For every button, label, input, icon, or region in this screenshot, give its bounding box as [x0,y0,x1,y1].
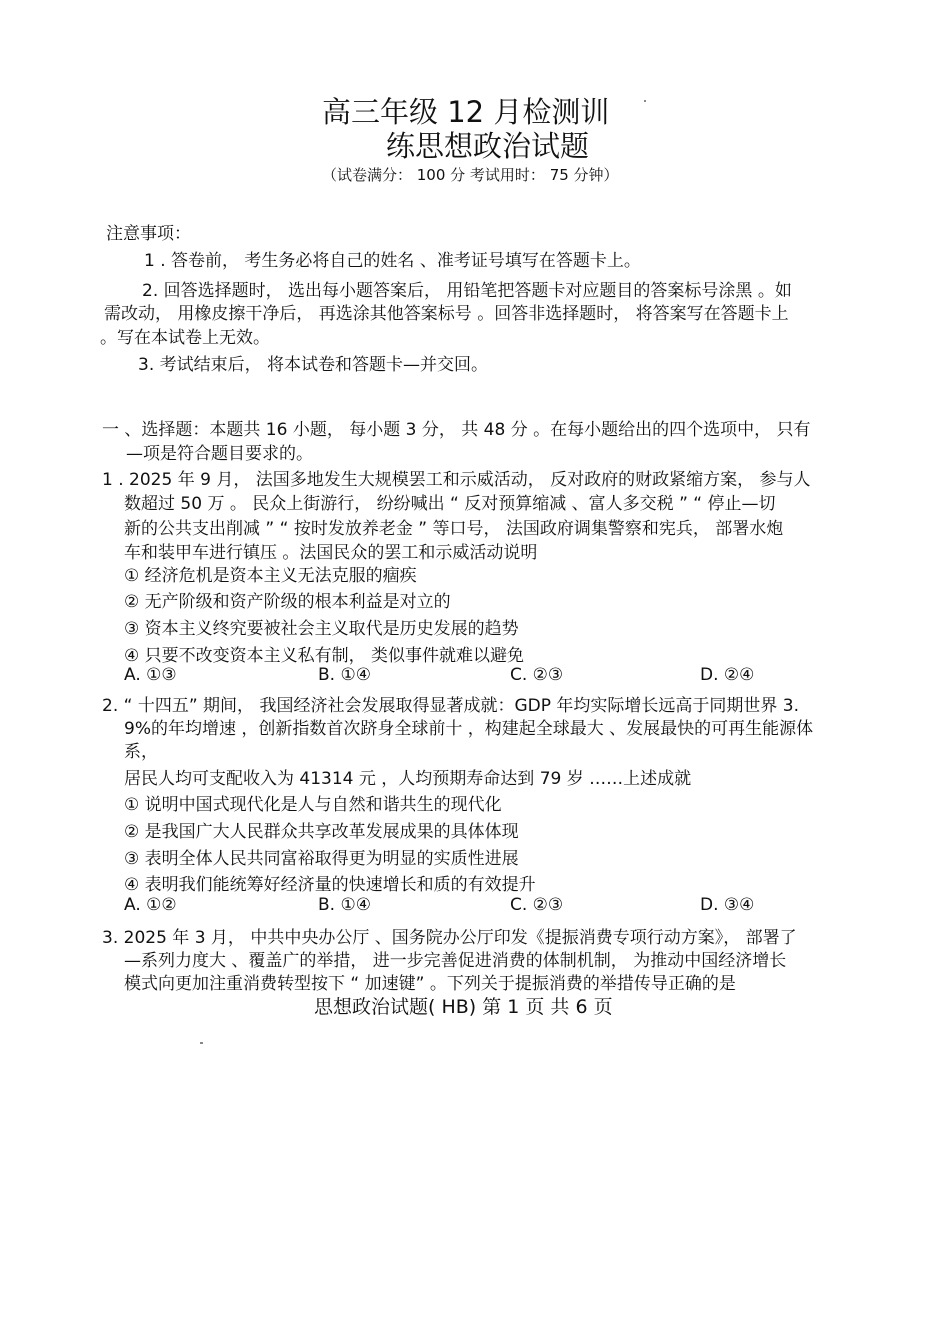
q1-option-b[interactable]: B. ①④ [318,665,371,685]
q2-statement-2: ② 是我国广大人民群众共享改革发展成果的具体体现 [124,822,519,842]
q2-statement-1: ① 说明中国式现代化是人与自然和谐共生的现代化 [124,795,502,815]
q1-option-a[interactable]: A. ①③ [124,665,177,685]
q1-option-d[interactable]: D. ②④ [700,665,755,685]
q2-option-a[interactable]: A. ①② [124,895,177,915]
q1-stem-line4: 车和装甲车进行镇压 。法国民众的罢工和示威活动说明 [124,543,538,563]
q1-stem-line1: 1 . 2025 年 9 月， 法国多地发生大规模罢工和示威活动， 反对政府的财政紧缩方案， 参与人 [102,470,811,490]
q1-statement-3: ③ 资本主义终究要被社会主义取代是历史发展的趋势 [124,619,519,639]
notice-heading: 注意事项： [106,224,191,244]
q2-stem-line4: 居民人均可支配收入为 41314 元 ，人均预期寿命达到 79 岁 ……上述成就 [124,769,692,789]
page-subtitle: （试卷满分： 100 分 考试用时： 75 分钟） [322,166,619,184]
section-heading-line2: —项是符合题目要求的。 [126,444,313,464]
notice-item-2-line1: 2. 回答选择题时， 选出每小题答案后， 用铅笔把答题卡对应题目的答案标号涂黑 。如 [142,281,792,301]
q1-statement-2: ② 无产阶级和资产阶级的根本利益是对立的 [124,592,451,612]
page-title-line1: 高三年级 12 月检测训 [322,95,610,129]
page-title-line2: 练思想政治试题 [386,129,590,163]
notice-item-2-line2: 需改动， 用橡皮擦干净后， 再选涂其他答案标号 。回答非选择题时， 将答案写在答题卡上 [104,304,789,324]
q2-stem-line2: 9%的年均增速 ，创新指数首次跻身全球前十 ，构建起全球最大 、发展最快的可再生能源体 [124,719,814,739]
notice-item-1: 1 . 答卷前， 考生务必将自己的姓名 、准考证号填写在答题卡上。 [144,251,641,271]
q2-stem-line1: 2. “ 十四五” 期间， 我国经济社会发展取得显著成就：GDP 年均实际增长远高于同期世界 3. [102,696,799,716]
q2-option-d[interactable]: D. ③④ [700,895,755,915]
q1-statement-4: ④ 只要不改变资本主义私有制， 类似事件就难以避免 [124,646,525,666]
q2-statement-4: ④ 表明我们能统筹好经济量的快速增长和质的有效提升 [124,875,536,895]
q2-option-b[interactable]: B. ①④ [318,895,371,915]
page-footer: 思想政治试题( HB) 第 1 页 共 6 页 [314,996,613,1018]
q2-statement-3: ③ 表明全体人民共同富裕取得更为明显的实质性进展 [124,849,519,869]
scan-speck [644,100,646,102]
notice-item-2-line3: 。写在本试卷上无效。 [100,328,270,348]
q1-option-c[interactable]: C. ②③ [510,665,564,685]
q2-option-c[interactable]: C. ②③ [510,895,564,915]
q3-stem-line3: 模式向更加注重消费转型按下 “ 加速键” 。下列关于提振消费的举措传导正确的是 [124,974,736,994]
q1-stem-line2: 数超过 50 万 。 民众上街游行， 纷纷喊出 “ 反对预算缩减 、富人多交税 ” “ 停止—切 [124,494,776,514]
section-heading-line1: 一 、选择题：本题共 16 小题， 每小题 3 分， 共 48 分 。在每小题给出的四个选项中， 只有 [102,420,811,440]
q3-stem-line1: 3. 2025 年 3 月， 中共中央办公厅 、国务院办公厅印发《提振消费专项行动方案》， 部署了 [102,928,797,948]
q1-stem-line3: 新的公共支出削减 ” “ 按时发放养老金 ” 等口号， 法国政府调集警察和宪兵， 部署水炮 [124,519,784,539]
q3-stem-line2: —系列力度大 、覆盖广的举措， 进一步完善促进消费的体制机制， 为推动中国经济增长 [124,951,787,971]
q2-stem-line3: 系， [124,742,158,762]
q1-statement-1: ① 经济危机是资本主义无法克服的痼疾 [124,566,417,586]
notice-item-3: 3. 考试结束后， 将本试卷和答题卡—并交回。 [138,355,489,375]
scan-speck [200,1042,203,1044]
